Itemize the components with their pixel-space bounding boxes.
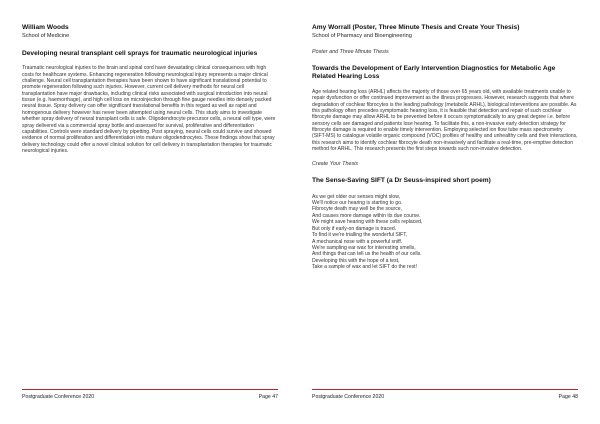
poem-line: Take a sample of wax and let SIFT do the rest! [312, 264, 417, 271]
footer-conference: Postgraduate Conference 2020 [312, 394, 385, 400]
abstract-body: Age related hearing loss (ARHL) affects the majority of those over 65 years old, with available treatments unable to repair dysfunction or offer continued improvement as the illness progresses. However, research suggests that where degradation of cochlear fibrocytes is the leading pathology (metabolic ARHL), biological interventions are possible. As this pathology often precedes symptomatic hearing loss, it is feasible that detection and repair of such cochlear fibrocyte damage may allow ARHL to be prevented before it occurs symptomatically to any great degree i.e. before sensory cells are damaged and patients lose hearing. To facilitate this, a non-invasive early detection strategy for fibrocyte damage is required to enable timely intervention. Employing selected ion flow tube mass spectrometry (SIFT-MS) to catalogue volatile organic compound (VOC) profiles of healthy and unhealthy cells and their interactions, this research aims to identify cochlear fibrocyte death non-invasively and facilitate a real-time, pre-emptive detection method for ARHL. This research presents the first steps towards such non-invasive detection. [312, 88, 578, 152]
poem-line: And things that can tell us the health of our cells. [312, 251, 422, 258]
poem [312, 194, 578, 271]
author-name: William Woods [22, 24, 69, 31]
footer-conference: Postgraduate Conference 2020 [22, 394, 95, 400]
poem-title: The Sense-Saving SIFT (a Dr Seuss-inspired short poem) [312, 177, 491, 185]
poem-line: We'll notice our hearing is starting to go. [312, 200, 403, 207]
page-footer [312, 389, 578, 403]
poem-line: And causes more damage within its due course. [312, 212, 421, 219]
entry-category: Create Your Thesis [312, 161, 359, 168]
footer-page-number: Page 47 [258, 394, 278, 400]
poem-line: But only if early-on damage is traced. [312, 225, 397, 232]
poem-line: We're sampling ear wax for interesting smells, [312, 244, 416, 251]
poem-line: As we get older our senses might slow, [312, 193, 401, 200]
poem-line: To find it we're trialling the wonderful SIFT, [312, 232, 408, 239]
abstract-title: Towards the Development of Early Intervention Diagnostics for Metabolic Age Related Hearing Loss [312, 65, 556, 81]
abstract-title: Developing neural transplant cell sprays for traumatic neurological injuries [22, 50, 258, 57]
footer-page-number: Page 48 [558, 394, 578, 400]
abstract-body: Traumatic neurological injuries to the brain and spinal cord have devastating clinical consequences with high costs for healthcare systems. Enhancing regeneration following neurological injury represents a major clinical challenge. Neural cell transplantation therapies have been shown to have significant translational potential to promote regeneration following such injuries. However, current cell delivery methods for neural cell transplantation have major drawbacks, including clinical risks associated with surgical introduction into neural tissue (e.g. haemorrhage), and high cell loss on microinjection through fine gauge needles into densely packed neural tissue. Spray delivery can offer significant translational benefits in this regard as well as rapid and homogenous delivery however has never been attempted using neural cells. This study aims to investigate whether spray delivery of neural transplant cells is safe. Oligodendrocyte precursor cells, a neural cell type, were spray delivered via a commercial spray bottle and assessed for survival, proliferative and differentiation capabilities. Controls were standard delivery by pipetting. Post spraying, neural cells could survive and showed evidence of normal proliferation and differentiation into mature oligodendrocytes. These findings show that spray delivery technology could offer a novel clinical solution for cell delivery in transplantation therapies for traumatic neurological injuries. [22, 65, 276, 154]
right-page [300, 0, 600, 424]
author-affiliation: School of Pharmacy and Bioengineering [312, 33, 412, 39]
entry-category: Poster and Three Minute Thesis [312, 49, 389, 55]
page-footer [22, 389, 278, 403]
poem-line: A mechanical nose with a powerful sniff. [312, 238, 403, 245]
poem-line: Developing this with the hope of a test, [312, 257, 400, 264]
poem-line: Fibrocyte death may well be the source, [312, 206, 403, 213]
author-name: Amy Worrall (Poster, Three Minute Thesis and Create Your Thesis) [312, 24, 520, 31]
author-affiliation: School of Medicine [22, 33, 70, 39]
poem-line: We might save hearing with these cells replaced, [312, 219, 423, 226]
